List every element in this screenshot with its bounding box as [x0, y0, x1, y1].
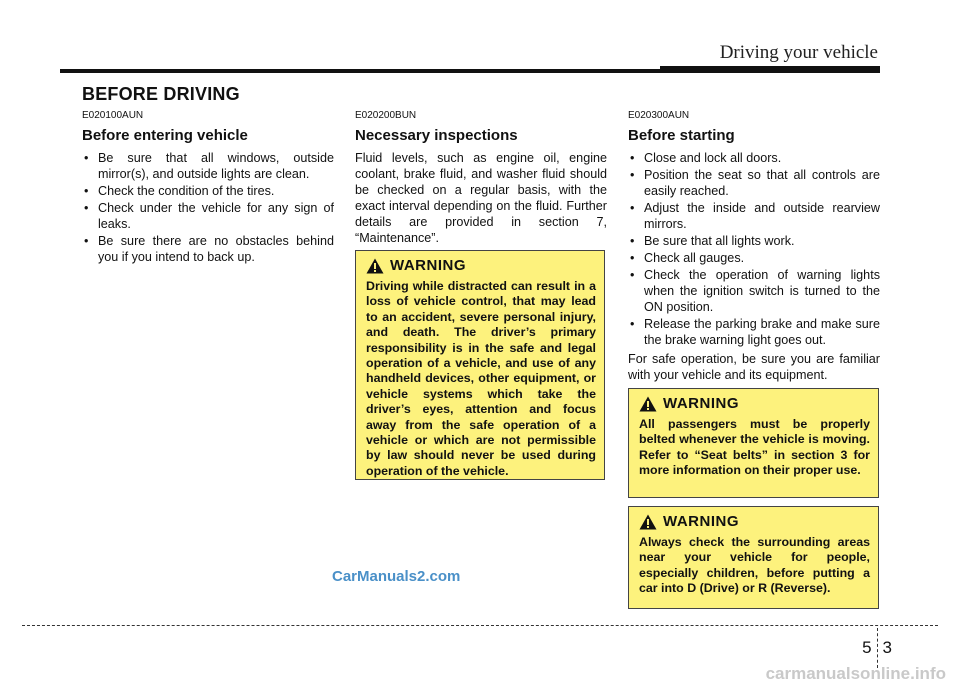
header-title: Driving your vehicle: [719, 42, 878, 63]
section-code: E020100AUN: [82, 110, 144, 121]
list-item: • Check the operation of warning lights when the ignition switch is turned to the ON position.: [628, 267, 880, 315]
warning-text: Always check the surrounding areas near your vehicle for people, especially children, before putting a car into D (Drive) or R (Reverse).: [639, 535, 870, 596]
column-before-entering: [82, 110, 334, 266]
warning-header: [366, 257, 596, 274]
list-item: • Be sure that all windows, outside mirror(s), and outside lights are clean.: [82, 150, 334, 182]
list-item: • Be sure that all lights work.: [628, 233, 880, 249]
page-index: 3: [882, 638, 892, 657]
list-item: • Check the condition of the tires.: [82, 183, 334, 199]
warning-triangle-icon: [366, 258, 384, 274]
paragraph: Fluid levels, such as engine oil, engine coolant, brake fluid, and washer fluid should be checked on a regular basis, with the exact interval depending on the fluid. Further details are provided in section 7, “Maintenance”.: [355, 151, 607, 245]
bottom-rule: [22, 625, 938, 626]
warning-header: [639, 513, 870, 530]
checklist: [628, 150, 880, 348]
watermark-link[interactable]: CarManuals2.com: [332, 568, 461, 585]
checklist: [82, 150, 334, 265]
footer-watermark: carmanualsonline.info: [765, 664, 946, 683]
list-item: • Be sure there are no obstacles behind you if you intend to back up.: [82, 233, 334, 265]
section-code: E020300AUN: [628, 110, 690, 121]
column-necessary-inspections: [355, 110, 607, 246]
page-number: [862, 628, 892, 668]
subheading: Before starting: [628, 127, 735, 144]
warning-title: WARNING: [390, 257, 466, 274]
warning-text: Driving while distracted can result in a loss of vehicle control, that may lead to an accident, severe personal injury, and death. The driver’s primary responsibility is in the safe and legal operation of a vehicle, and use of any handheld devices, other equipment, or vehicle systems which take the driver’s eyes, attention and focus away from the safe operation of a vehicle or which are not permissible by law should never be used during operation of the vehicle.: [366, 279, 596, 478]
page-chapter: 5: [862, 638, 872, 657]
warning-title: WARNING: [663, 395, 739, 412]
section-code: E020200BUN: [355, 110, 417, 121]
list-item: • Check under the vehicle for any sign of leaks.: [82, 200, 334, 232]
page-separator: [877, 628, 878, 668]
warning-triangle-icon: [639, 514, 657, 530]
column-before-starting: [628, 110, 880, 383]
warning-title: WARNING: [663, 513, 739, 530]
list-item: • Adjust the inside and outside rearview mirrors.: [628, 200, 880, 232]
list-item: • Close and lock all doors.: [628, 150, 880, 166]
warning-box-surroundings: [628, 506, 879, 609]
subheading: Before entering vehicle: [82, 127, 248, 144]
warning-box-seat-belts: [628, 388, 879, 498]
warning-triangle-icon: [639, 396, 657, 412]
subheading: Necessary inspections: [355, 127, 518, 144]
section-title: BEFORE DRIVING: [82, 84, 240, 104]
warning-box-distraction: [355, 250, 605, 480]
list-item: • Check all gauges.: [628, 250, 880, 266]
warning-text: All passengers must be properly belted whenever the vehicle is moving. Refer to “Seat belts” in section 3 for more information on their proper use.: [639, 417, 870, 478]
paragraph: For safe operation, be sure you are familiar with your vehicle and its equipment.: [628, 352, 880, 382]
header-rule-accent: [660, 66, 880, 72]
list-item: • Position the seat so that all controls are easily reached.: [628, 167, 880, 199]
warning-header: [639, 395, 870, 412]
list-item: • Release the parking brake and make sure the brake warning light goes out.: [628, 316, 880, 348]
